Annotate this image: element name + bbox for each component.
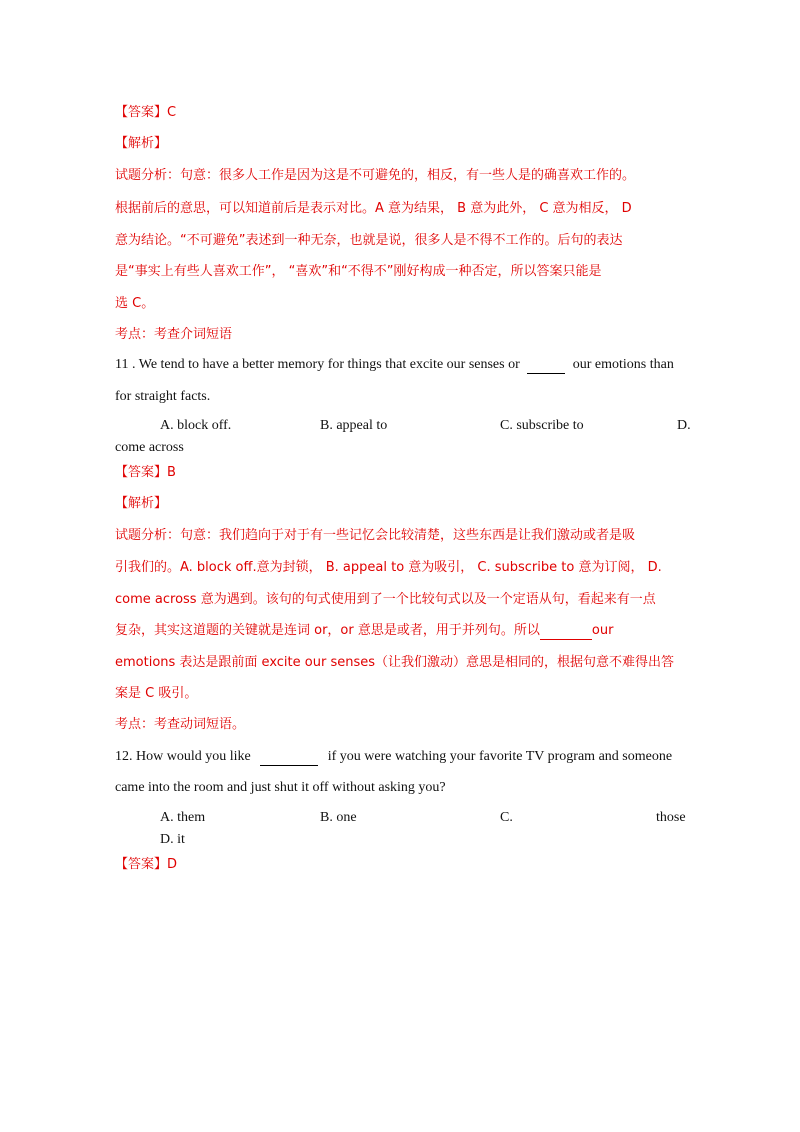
analysis-tag-q11: 【解析】 <box>115 496 168 511</box>
answer-tag-q10: 【答案】C <box>115 105 177 120</box>
question-stem-q11 <box>115 356 674 374</box>
analysis-line: 引我们的。A. block off.意为封锁， B. appeal to 意为吸引， C. subscribe to 意为订阅， D. <box>115 560 662 575</box>
stem-text: our emotions than <box>572 357 674 372</box>
option-d-text: come across <box>115 440 184 455</box>
analysis-line: 试题分析：句意：我们趋向于对于有一些记忆会比较清楚，这些东西是让我们激动或者是吸 <box>115 528 636 543</box>
analysis-line: 是“事实上有些人喜欢工作”， “喜欢”和“不得不”刚好构成一种否定，所以答案只能是 <box>115 264 602 279</box>
option-a: A. them <box>160 810 206 825</box>
kaodian-q10: 考点：考查介词短语 <box>115 327 233 342</box>
analysis-line: 试题分析：句意：很多人工作是因为这是不可避免的，相反，有一些人是的确喜欢工作的。 <box>115 168 636 183</box>
answer-tag-q11: 【答案】B <box>115 465 176 480</box>
option-c-text: those <box>656 810 686 825</box>
analysis-tag-q10: 【解析】 <box>115 136 168 151</box>
answer-blank <box>527 359 565 374</box>
analysis-text: our <box>591 623 614 638</box>
question-stem-q12-line2: came into the room and just shut it off without asking you? <box>115 780 446 795</box>
question-stem-q12 <box>115 748 672 766</box>
stem-text: 11 . We tend to have a better memory for things that excite our senses or <box>115 357 520 372</box>
analysis-line: 根据前后的意思，可以知道前后是表示对比。A 意为结果， B 意为此外， C 意为相反， D <box>115 201 632 216</box>
analysis-text: 复杂，其实这道题的关键就是连词 or，or 意思是或者，用于并列句。所以 <box>115 623 540 638</box>
analysis-line-with-blank <box>115 622 613 640</box>
question-stem-q11-line2: for straight facts. <box>115 389 211 404</box>
analysis-line: 案是 C 吸引。 <box>115 686 198 701</box>
answer-blank <box>540 625 592 640</box>
option-d: D. it <box>160 832 185 847</box>
option-a: A. block off. <box>160 418 232 433</box>
analysis-line: 选 C。 <box>115 296 155 311</box>
option-d: D. <box>677 418 691 433</box>
option-b: B. appeal to <box>320 418 388 433</box>
stem-text: if you were watching your favorite TV program and someone <box>327 749 673 764</box>
analysis-line: come across 意为遇到。该句的句式使用到了一个比较句式以及一个定语从句，看起来有一点 <box>115 592 656 607</box>
kaodian-q11: 考点：考查动词短语。 <box>115 717 246 732</box>
analysis-line: emotions 表达是跟前面 excite our senses（让我们激动）意思是相同的，根据句意不难得出答 <box>115 655 675 670</box>
option-b: B. one <box>320 810 357 825</box>
option-c: C. subscribe to <box>500 418 584 433</box>
option-c: C. <box>500 810 513 825</box>
analysis-line: 意为结论。“不可避免”表述到一种无奈，也就是说，很多人是不得不工作的。后句的表达 <box>115 233 623 248</box>
answer-tag-q12: 【答案】D <box>115 857 178 872</box>
stem-text: 12. How would you like <box>115 749 251 764</box>
answer-blank <box>260 751 318 766</box>
